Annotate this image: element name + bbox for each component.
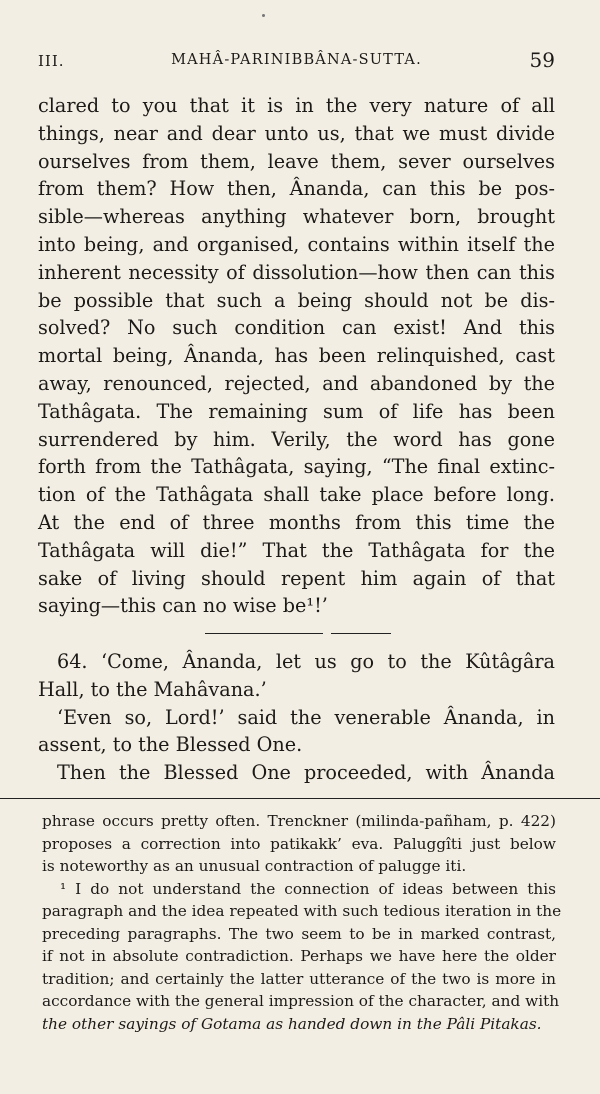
- text-line: 64. ‘Come, Ânanda, let us go to the Kûtâgâra: [57, 650, 555, 673]
- footnotes: [42, 810, 562, 1035]
- text-line: Hall, to the Mahâvana.’: [38, 677, 267, 701]
- text-line: things, near and dear unto us, that we must divide: [38, 121, 555, 145]
- running-header: [38, 50, 555, 74]
- text-line: Tathâgata will die!” That the Tathâgata for the: [38, 538, 555, 562]
- text-line: forth from the Tathâgata, saying, “The final extinc-: [38, 455, 555, 479]
- footnote-line: preceding paragraphs. The two seem to be in marked contrast,: [42, 924, 556, 943]
- section-64: [38, 648, 555, 787]
- text-line: At the end of three months from this time the: [38, 510, 555, 534]
- footnote-rule: [0, 798, 600, 799]
- main-text: [38, 92, 555, 620]
- section-divider: [205, 633, 323, 634]
- footnote-line: if not in absolute contradiction. Perhaps we have here the older: [42, 947, 556, 965]
- text-line: from them? How then, Ânanda, can this be pos-: [38, 177, 555, 201]
- text-line: sible—whereas anything whatever born, brought: [38, 205, 555, 229]
- text-line: tion of the Tathâgata shall take place before long.: [38, 483, 555, 507]
- running-title: MAHÂ-PARINIBBÂNA-SUTTA.: [171, 52, 422, 68]
- footnote-line: is noteworthy as an unusual contraction of palugge iti.: [42, 857, 467, 875]
- text-line: clared to you that it is in the very nature of all: [38, 94, 555, 117]
- text-line: Tathâgata. The remaining sum of life has been: [38, 399, 555, 423]
- text-line: inherent necessity of dissolution—how then can this: [38, 260, 555, 284]
- text-line: Then the Blessed One proceeded, with Ânanda: [57, 761, 555, 785]
- text-line: surrendered by him. Verily, the word has gone: [38, 427, 555, 451]
- footnote-line: paragraph and the idea repeated with such tedious iteration in the: [42, 902, 562, 920]
- text-line: be possible that such a being should not be dis-: [38, 288, 555, 312]
- text-line: sake of living should repent him again of that: [38, 566, 555, 590]
- text-line: assent, to the Blessed One.: [38, 733, 303, 757]
- text-line: away, renounced, rejected, and abandoned by the: [38, 371, 555, 395]
- section-divider: [331, 633, 391, 634]
- chapter-number: III.: [38, 52, 65, 70]
- text-line: into being, and organised, contains within itself the: [38, 232, 555, 256]
- text-line: mortal being, Ânanda, has been relinquished, cast: [38, 344, 555, 368]
- ink-speck: [262, 14, 265, 17]
- page-number: 59: [529, 48, 555, 72]
- text-line: saying—this can no wise be¹!’: [38, 594, 328, 618]
- footnote-line: the other sayings of Gotama as handed down in the Pâli Pitakas.: [42, 1014, 542, 1033]
- footnote-line: phrase occurs pretty often. Trenckner (milinda-pañham, p. 422): [42, 812, 556, 830]
- text-line: ourselves from them, leave them, sever ourselves: [38, 149, 555, 173]
- footnote-line: accordance with the general impression of the character, and with: [42, 992, 560, 1010]
- text-line: ‘Even so, Lord!’ said the venerable Ânanda, in: [57, 705, 555, 729]
- footnote-line: proposes a correction into patikakk’ eva. Paluggîti just below: [42, 834, 556, 853]
- footnote-line: ¹ I do not understand the connection of ideas between this: [60, 879, 556, 898]
- footnote-line: tradition; and certainly the latter utterance of the two is more in: [42, 969, 556, 988]
- text-line: solved? No such condition can exist! And this: [38, 316, 555, 340]
